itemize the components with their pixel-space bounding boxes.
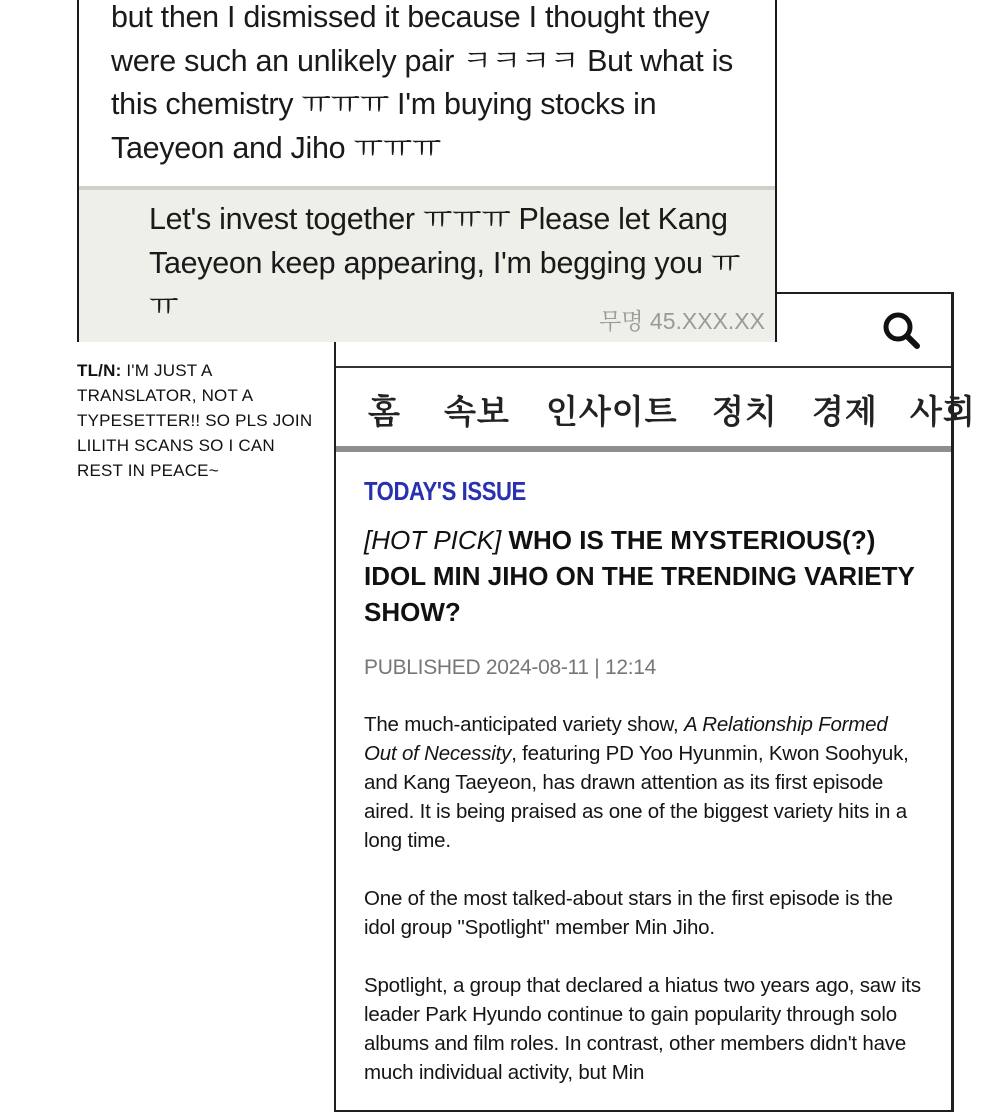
tl-note-label: TL/N: <box>77 361 122 380</box>
nav-tab-insight[interactable]: 인사이트 <box>546 392 678 431</box>
paragraph-text: The much-anticipated variety show, <box>364 713 685 736</box>
published-date: PUBLISHED 2024-08-11 | 12:14 <box>364 656 657 679</box>
article-paragraph-3: Spotlight, a group that declared a hiatus two years ago, saw its leader Park Hyundo continue to gain popularity through solo albums and film roles. In contrast, other members didn't have much individual activity, but Min <box>364 974 921 1084</box>
article-paragraph-2: One of the most talked-about stars in the first episode is the idol group "Spotlight" member Min Jiho. <box>364 887 893 939</box>
category-nav <box>336 366 976 452</box>
nav-tab-home[interactable]: 홈 <box>368 392 401 431</box>
nav-tab-economy[interactable]: 경제 <box>812 392 878 431</box>
article-body <box>364 474 924 1087</box>
headline-text: WHO IS THE MYSTERIOUS(?) IDOL MIN JIHO ON THE TRENDING VARIETY SHOW? <box>364 525 915 627</box>
translator-note <box>77 358 317 483</box>
show-title: A Relationship Formed Out of Necessity <box>364 713 888 765</box>
comment-card <box>77 0 777 342</box>
article-headline <box>364 522 924 630</box>
reply-author-meta: 무명 45.XXX.XX <box>599 308 765 334</box>
nav-tab-society[interactable]: 사회 <box>910 392 976 431</box>
comment-text: but then I dismissed it because I thought they were such an unlikely pair ㅋㅋㅋㅋ But what is this chemistry ㅠㅠㅠ I'm buying stocks in Taeyeon and Jiho ㅠㅠㅠ <box>111 0 734 165</box>
reply-box <box>79 190 775 342</box>
search-icon[interactable] <box>881 310 921 350</box>
nav-tab-breaking[interactable]: 속보 <box>444 392 510 431</box>
reply-text: Let's invest together ㅠㅠㅠ Please let Kang Taeyeon keep appearing, I'm begging you ㅠㅠ <box>149 202 741 323</box>
news-article-panel <box>334 292 976 1112</box>
tl-note-text: I'M JUST A TRANSLATOR, NOT A TYPESETTER!! SO PLS JOIN LILITH SCANS SO I CAN REST IN PEACE~ <box>77 361 313 480</box>
article-paragraph-1 <box>364 710 924 855</box>
article-kicker: TODAY'S ISSUE <box>364 476 526 506</box>
headline-tag: [HOT PICK] <box>364 525 502 555</box>
nav-tab-politics[interactable]: 정치 <box>712 392 778 431</box>
paragraph-text: , featuring PD Yoo Hyunmin, Kwon Soohyuk, and Kang Taeyeon, has drawn attention as its first episode aired. It is being praised as one of the biggest variety hits in a long time. <box>364 742 909 852</box>
